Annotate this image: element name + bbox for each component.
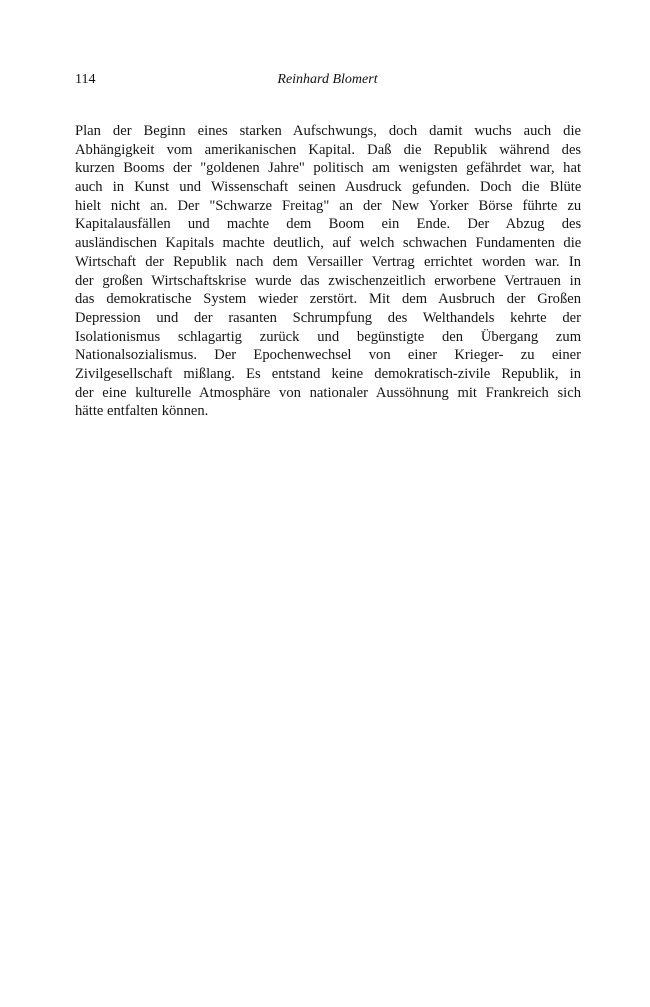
text-line: Abhängigkeit vom amerikanischen Kapital. Daß die Republik während des [75, 141, 582, 158]
text-line: Plan der Beginn eines starken Aufschwungs, doch damit wuchs auch die [75, 123, 581, 139]
text-line: kurzen Booms der "goldenen Jahre" politisch am wenigsten gefährdet war, hat [75, 160, 581, 177]
text-line: der eine kulturelle Atmosphäre von nationaler Aussöhnung mit Frankreich sich [75, 384, 581, 401]
body-paragraph [75, 122, 581, 421]
text-line: das demokratische System wieder zerstört. Mit dem Ausbruch der Großen [75, 291, 582, 308]
page-header [75, 72, 580, 92]
text-line: Depression und der rasanten Schrumpfung des Welthandels kehrte der [75, 309, 581, 326]
text-line: ausländischen Kapitals machte deutlich, auf welch schwachen Fundamenten die [75, 235, 582, 252]
text-line: Isolationismus schlagartig zurück und begünstigte den Übergang zum [75, 328, 582, 345]
text-line: Kapitalausfällen und machte dem Boom ein Ende. Der Abzug des [75, 216, 582, 233]
text-line: hätte entfalten können. [75, 403, 209, 420]
text-line: auch in Kunst und Wissenschaft seinen Ausdruck gefunden. Doch die Blüte [75, 179, 582, 196]
running-head-author: Reinhard Blomert [277, 72, 378, 87]
text-line: Nationalsozialismus. Der Epochenwechsel von einer Krieger- zu einer [75, 347, 581, 364]
text-line: Wirtschaft der Republik nach dem Versailler Vertrag errichtet worden war. In [75, 253, 581, 270]
text-line: Zivilgesellschaft mißlang. Es entstand keine demokratisch-zivile Republik, in [75, 365, 581, 382]
page-number: 114 [75, 72, 96, 87]
text-line: der großen Wirtschaftskrise wurde das zwischenzeitlich erworbene Vertrauen in [75, 272, 581, 289]
text-line: hielt nicht an. Der "Schwarze Freitag" an der New Yorker Börse führte zu [75, 197, 582, 214]
